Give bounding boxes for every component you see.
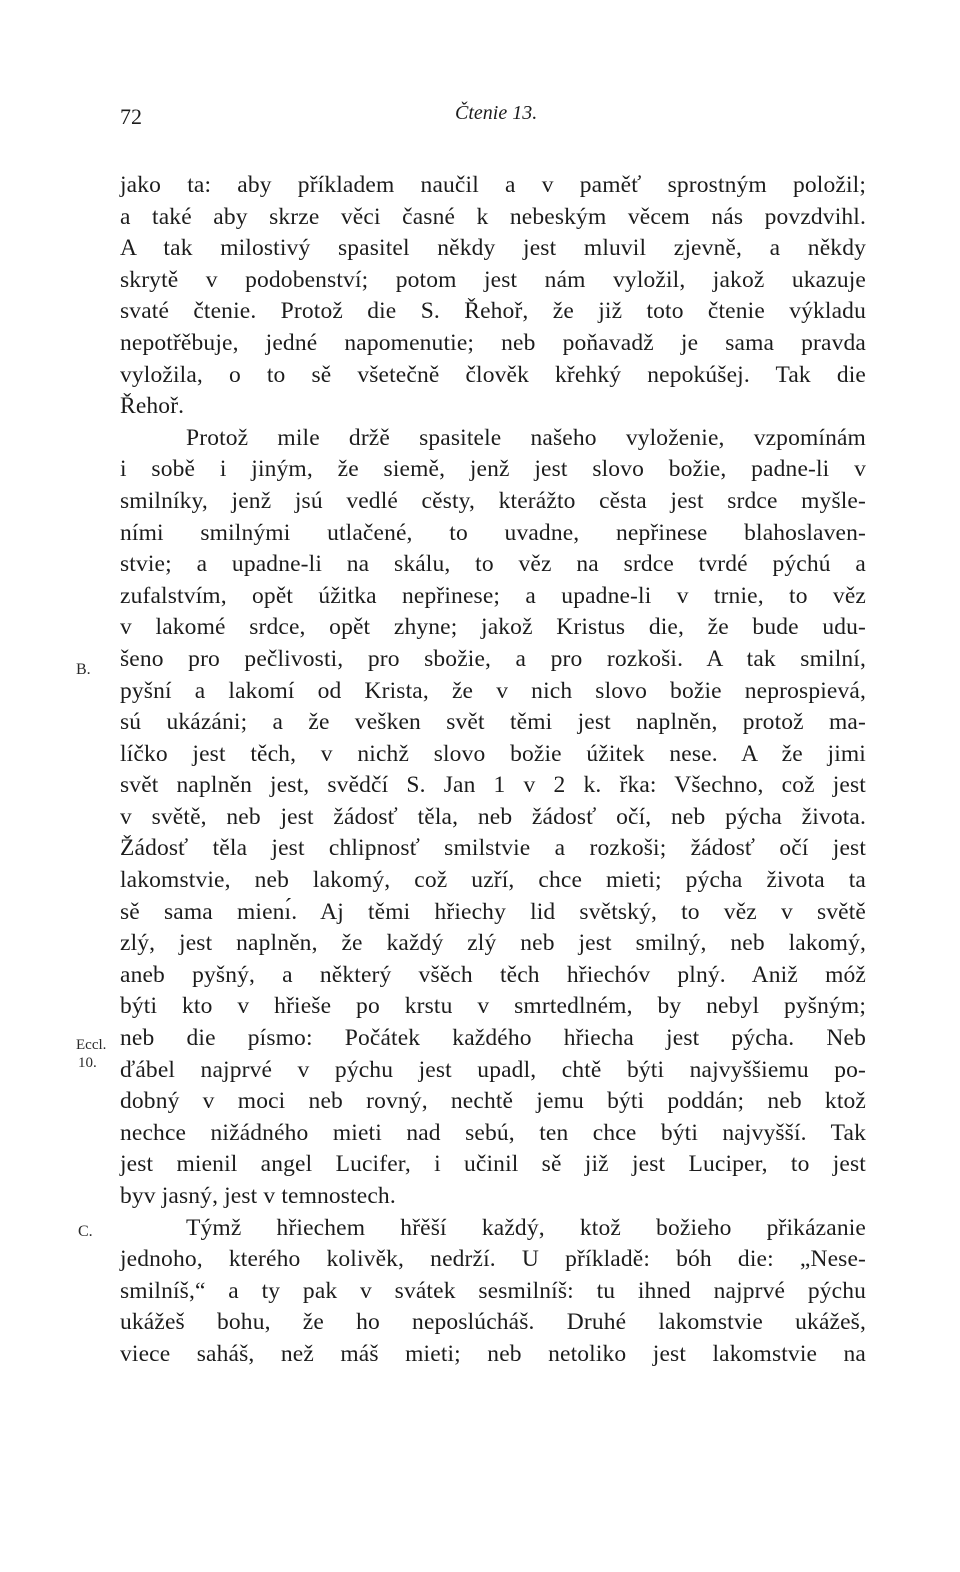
text-line: Protož mile držě spasitele našeho vyloženie, vzpomínám xyxy=(186,424,866,451)
text-line: jednoho, kterého kolivěk, nedrží. U příkladě: bóh die: „Nese- xyxy=(120,1246,866,1273)
text-line: neb die písmo: Počátek každého hřiecha jest pýcha. Neb xyxy=(120,1025,866,1052)
text-line: aneb pyšný, a některý všěch těch hřiechóv plný. Aniž móž xyxy=(120,961,866,988)
body-text xyxy=(120,170,866,1371)
text-line: zlý, jest naplněn, že každý zlý neb jest smilný, neb lakomý, xyxy=(120,930,866,957)
text-line: i sobě i jiným, že siemě, jenž jest slovo božie, padne-li v xyxy=(120,456,866,483)
text-line: viece saháš, než máš mieti; neb netoliko jest lakomstvie na xyxy=(120,1340,866,1367)
text-line: Řehoř. xyxy=(120,393,185,420)
text-line: ďábel najprvé v pýchu jest upadl, chtě býti najvyššiemu po- xyxy=(120,1056,866,1083)
text-line: svět naplněn jest, svědčí S. Jan 1 v 2 k. řka: Všechno, což jest xyxy=(120,772,866,799)
text-line: Žádosť těla jest chlipnosť smilstvie a rozkoši; žádosť očí jest xyxy=(120,835,866,862)
margin-note-eccl-number: 10. xyxy=(78,1055,97,1071)
text-line: v lakomé srdce, opět zhyne; jakož Kristus die, že bude udu- xyxy=(120,614,866,641)
text-line: vyložila, o to sě všetečně člověk křehký nepokúšej. Tak die xyxy=(120,361,866,388)
text-line: zufalstvím, opět úžitka nepřinese; a upadne-li v trnie, to věz xyxy=(120,582,866,609)
text-line: Týmž hřiechem hřěší každý, ktož božieho přikázanie xyxy=(186,1214,866,1241)
text-line: sú ukázáni; a že vešken svět těmi jest naplněn, protož ma- xyxy=(120,709,866,736)
text-line: v světě, neb jest žádosť těla, neb žádosť očí, neb pýcha života. xyxy=(120,803,866,830)
text-line: svaté čtenie. Protož die S. Řehoř, že již toto čtenie výkladu xyxy=(120,298,866,325)
text-line: jako ta: aby příkladem naučil a v paměť sprostným položil; xyxy=(120,172,866,198)
text-line: ními smilnými utlačené, to uvadne, nepřinese blahoslaven- xyxy=(120,519,866,546)
text-line: dobný v moci neb rovný, nechtě jemu býti poddán; neb ktož xyxy=(120,1088,866,1115)
text-line: byv jasný, jest v temnostech. xyxy=(120,1183,396,1209)
text-line: nepotřěbuje, jedné napomenutie; neb poňavadž je sama pravda xyxy=(120,329,866,356)
page-header xyxy=(0,104,960,140)
running-head: Čtenie 13. xyxy=(455,102,538,124)
margin-note-c: C. xyxy=(78,1223,93,1240)
text-line: A tak milostivý spasitel někdy jest mluvil zjevně, a někdy xyxy=(120,235,866,262)
text-line: pyšní a lakomí od Krista, že v nich slovo božie neprospievá, xyxy=(120,677,866,704)
text-line: stvie; a upadne-li na skálu, to věz na srdce tvrdé pýchú a xyxy=(120,551,866,578)
text-line: líčko jest těch, v nichž slovo božie úžitek nese. A že jimi xyxy=(120,740,866,767)
text-line: nechce nižádného mieti nad sebú, ten chce býti najvyšší. Tak xyxy=(120,1119,866,1146)
text-line: šeno pro pečlivosti, pro sbožie, a pro rozkoši. A tak smilní, xyxy=(120,645,866,672)
text-line: a také aby skrze věci časné k nebeským věcem nás povzdvihl. xyxy=(120,203,866,230)
text-line: skrytě v podobenství; potom jest nám vyložil, jakož ukazuje xyxy=(120,266,866,293)
margin-note-eccl: Eccl. xyxy=(76,1037,107,1053)
text-line: sě sama mienı́. Aj těmi hřiechy lid světský, to věz v světě xyxy=(120,898,866,925)
text-line: ukážeš bohu, že ho neposlúcháš. Druhé lakomstvie ukážeš, xyxy=(120,1309,866,1336)
page-number: 72 xyxy=(120,104,142,129)
text-line: smilníš,“ a ty pak v svátek sesmilníš: tu ihned najprvé pýchu xyxy=(120,1277,866,1304)
text-line: lakomstvie, neb lakomý, což uzří, chce mieti; pýcha života ta xyxy=(120,867,866,894)
text-line: smilníky, jenž jsú vedlé cěsty, kterážto cěsta jest srdce myšle- xyxy=(120,487,866,514)
text-line: jest mienil angel Lucifer, i učinil sě již jest Luciper, to jest xyxy=(120,1151,866,1178)
margin-note-b: B. xyxy=(76,661,91,678)
text-line: býti kto v hřieše po krstu v smrtedlném, by nebyl pyšným; xyxy=(120,993,866,1020)
